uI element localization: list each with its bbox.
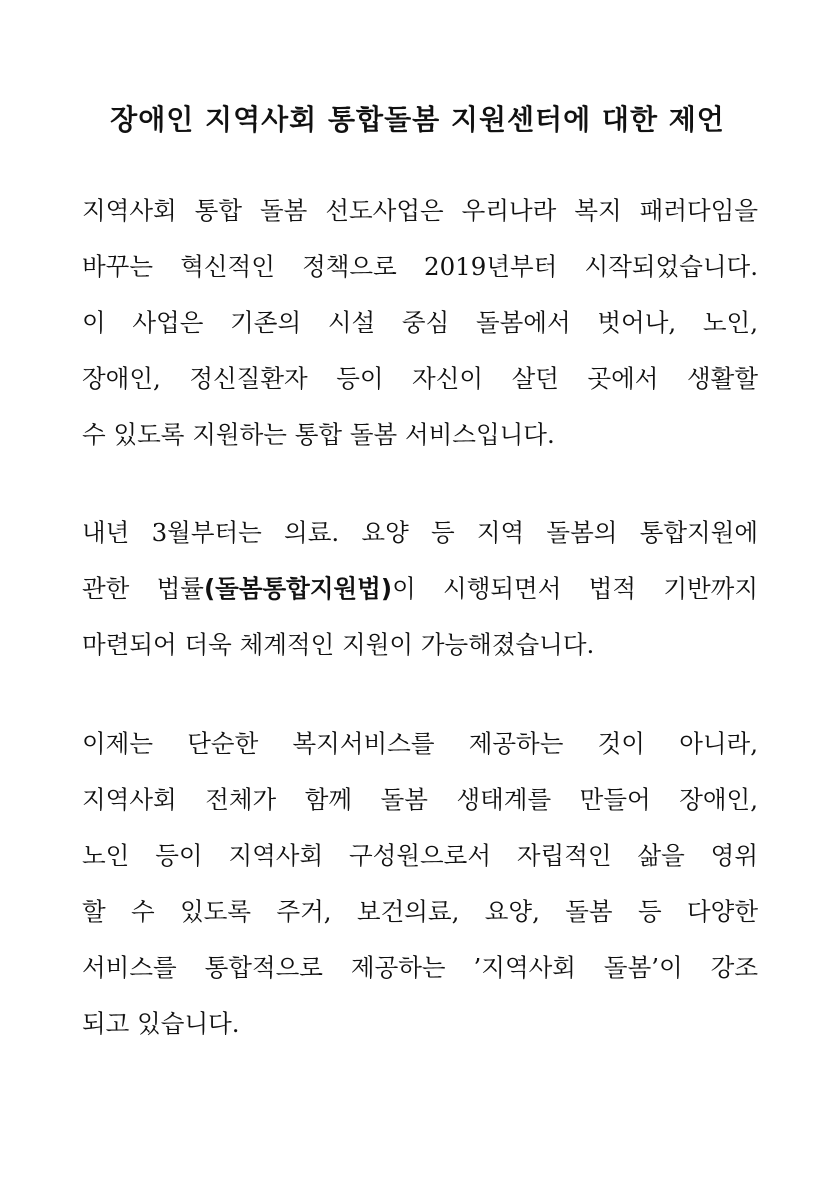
paragraph-line: 지역사회 전체가 함께 돌봄 생태계를 만들어 장애인, xyxy=(82,785,758,814)
paragraph-text: 관한 법률 xyxy=(82,574,204,603)
paragraph-line: 수 있도록 지원하는 통합 돌봄 서비스입니다. xyxy=(82,420,555,449)
paragraph-line: 서비스를 통합적으로 제공하는 ’지역사회 돌봄’이 강조 xyxy=(82,953,758,982)
paragraph-line: 바꾸는 혁신적인 정책으로 2019년부터 시작되었습니다. xyxy=(82,252,758,281)
paragraph-line: 할 수 있도록 주거, 보건의료, 요양, 돌봄 등 다양한 xyxy=(82,897,758,926)
paragraph-line: 장애인, 정신질환자 등이 자신이 살던 곳에서 생활할 xyxy=(82,364,758,393)
paragraph-line: 지역사회 통합 돌봄 선도사업은 우리나라 복지 패러다임을 xyxy=(82,196,758,225)
paragraph-line: 이 사업은 기존의 시설 중심 돌봄에서 벗어나, 노인, xyxy=(82,308,758,337)
law-abbreviation: (돌봄통합지원법) xyxy=(203,574,393,603)
paragraph-line: 되고 있습니다. xyxy=(82,1009,240,1038)
document-title: 장애인 지역사회 통합돌봄 지원센터에 대한 제언 xyxy=(110,103,725,136)
paragraph-line: 이제는 단순한 복지서비스를 제공하는 것이 아니라, xyxy=(82,729,758,758)
paragraph-text: 이 시행되면서 법적 기반까지 xyxy=(392,574,758,603)
paragraph-line: 내년 3월부터는 의료. 요양 등 지역 돌봄의 통합지원에 xyxy=(82,518,758,547)
paragraph-2 xyxy=(82,505,758,673)
paragraph-3 xyxy=(82,716,758,1052)
paragraph-line xyxy=(82,561,758,617)
paragraph-line: 마련되어 더욱 체계적인 지원이 가능해졌습니다. xyxy=(82,630,595,659)
paragraph-line: 노인 등이 지역사회 구성원으로서 자립적인 삶을 영위 xyxy=(82,841,758,870)
paragraph-1 xyxy=(82,183,758,463)
